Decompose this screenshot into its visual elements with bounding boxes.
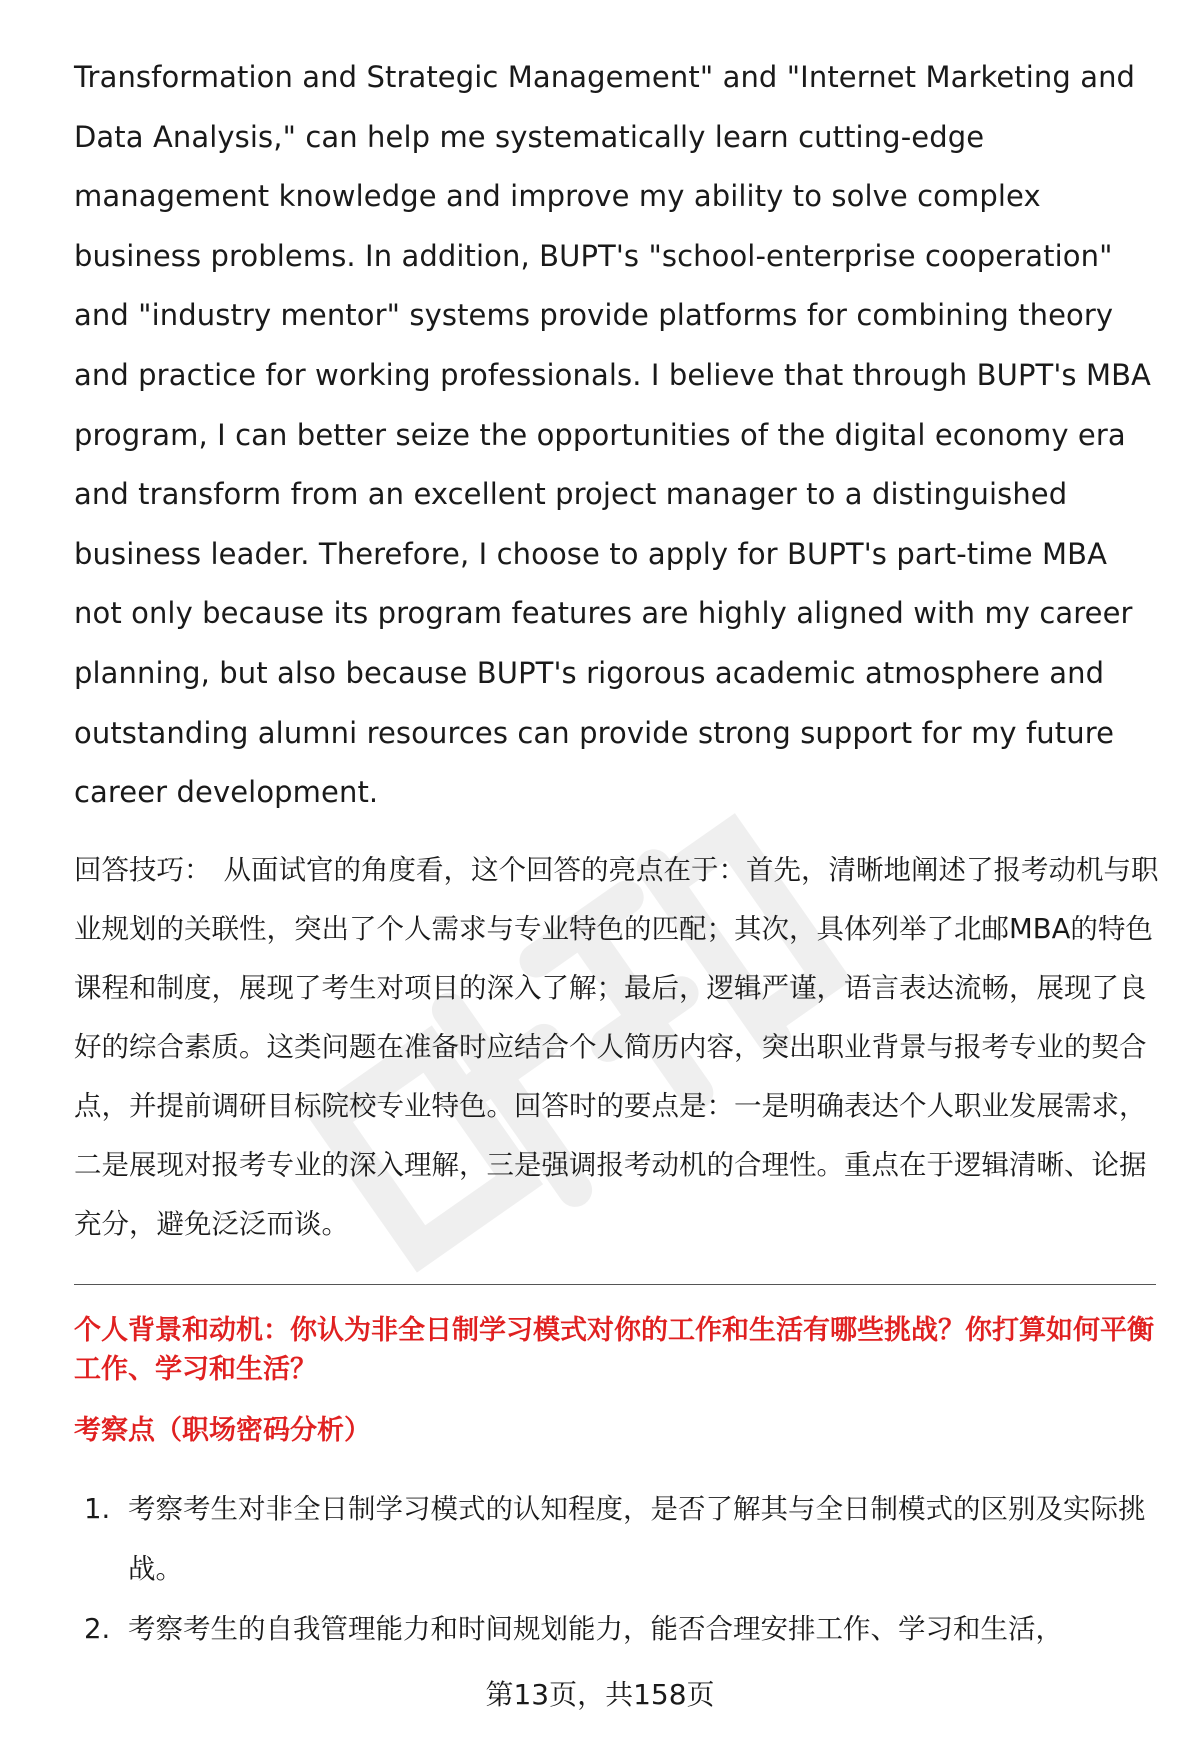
assessment-list [74, 1479, 1159, 1659]
list-item-number: 2. [84, 1612, 111, 1645]
english-paragraph: Transformation and Strategic Management" and "Internet Marketing and Data Analysis," can help me systematically learn cutting-edge management knowledge and improve my ability to solve complex business problems. In addition, BUPT's "school-enterprise cooperation" and "industry mentor" systems provide platforms for combining theory and practice for working professionals. I believe that through BUPT's MBA program, I can better seize the opportunities of the digital economy era and transform from an excellent project manager to a distinguished business leader. Therefore, I choose to apply for BUPT's part-time MBA not only because its program features are highly aligned with my career planning, but also because BUPT's rigorous academic atmosphere and outstanding alumni resources can provide strong support for my future career development. [74, 60, 1151, 810]
tips-text: 从面试官的角度看，这个回答的亮点在于：首先，清晰地阐述了报考动机与职业规划的关联性，突出了个人需求与专业特色的匹配；其次，具体列举了北邮MBA的特色课程和制度，展现了考生对项目的深入了解；最后，逻辑严谨，语言表达流畅，展现了良好的综合素质。这类问题在准备时应结合个人简历内容，突出职业背景与报考专业的契合点，并提前调研目标院校专业特色。回答时的要点是：一是明确表达个人职业发展需求，二是展现对报考专业的深入理解，三是强调报考动机的合理性。重点在于逻辑清晰、论据充分，避免泛泛而谈。 [74, 853, 1159, 1240]
list-item-number: 1. [84, 1492, 111, 1525]
question-heading: 个人背景和动机：你认为非全日制学习模式对你的工作和生活有哪些挑战？你打算如何平衡工作、学习和生活？ [74, 1314, 1154, 1385]
page-content [74, 48, 1159, 1659]
list-item [74, 1479, 1159, 1599]
list-item-text: 考察考生对非全日制学习模式的认知程度，是否了解其与全日制模式的区别及实际挑战。 [128, 1492, 1146, 1585]
answer-tips [74, 841, 1159, 1254]
tips-label: 回答技巧： [74, 853, 212, 886]
section-title: 考察点（职场密码分析） [74, 1414, 371, 1446]
page-number-footer: 第13页，共158页 [485, 1678, 715, 1711]
list-item [74, 1599, 1159, 1659]
divider [74, 1284, 1156, 1285]
list-item-text: 考察考生的自我管理能力和时间规划能力，能否合理安排工作、学习和生活， [128, 1612, 1063, 1645]
